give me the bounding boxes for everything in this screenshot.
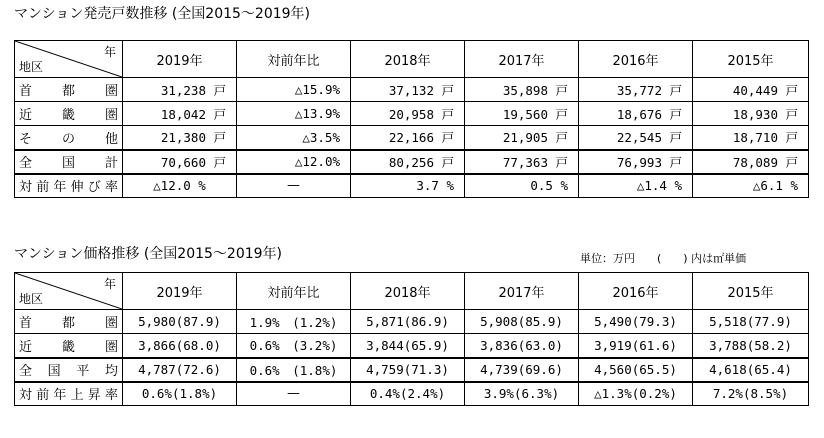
table-cell: 21,380 戸 (123, 126, 237, 150)
table-cell: 4,618(65.4) (693, 358, 809, 382)
table-cell: 20,958 戸 (351, 102, 465, 126)
table-header-row (15, 273, 809, 310)
table-row (15, 126, 809, 150)
table-row (15, 310, 809, 334)
table-cell: 5,980(87.9) (123, 310, 237, 334)
table-cell: 78,089 戸 (693, 150, 809, 174)
column-header: 2017年 (465, 41, 579, 78)
corner-year-label: 年 (103, 45, 116, 59)
total-row (15, 150, 809, 174)
table-cell: △12.0% (237, 150, 351, 174)
column-header: 2019年 (123, 41, 237, 78)
table-cell: 5,490(79.3) (579, 310, 693, 334)
table-cell: 37,132 戸 (351, 78, 465, 102)
table-cell: △1.4 % (579, 174, 693, 198)
column-header: 対前年比 (237, 273, 351, 310)
row-label: 首都圏 (15, 310, 123, 334)
table-header-row (15, 41, 809, 78)
table-row (15, 78, 809, 102)
table-cell: 0.5 % (465, 174, 579, 198)
table-cell: 19,560 戸 (465, 102, 579, 126)
table-cell: △6.1 % (693, 174, 809, 198)
column-header: 2018年 (351, 273, 465, 310)
table-cell: △1.3%(0.2%) (579, 382, 693, 406)
corner-header-cell (15, 41, 123, 78)
growth-row (15, 174, 809, 198)
total-row (15, 358, 809, 382)
table-cell: 4,739(69.6) (465, 358, 579, 382)
table-cell: 22,166 戸 (351, 126, 465, 150)
corner-year-label: 年 (103, 277, 116, 291)
table-cell: — (237, 174, 351, 198)
table-cell: 18,042 戸 (123, 102, 237, 126)
table-row (15, 102, 809, 126)
table-cell: △12.0 % (123, 174, 237, 198)
table-cell: 18,930 戸 (693, 102, 809, 126)
table-cell: △3.5% (237, 126, 351, 150)
row-label: その他 (15, 126, 123, 150)
table-cell: 3,836(63.0) (465, 334, 579, 358)
column-header: 2019年 (123, 273, 237, 310)
table-cell: 77,363 戸 (465, 150, 579, 174)
corner-region-label: 地区 (19, 60, 44, 74)
table-cell: — (237, 382, 351, 406)
unit-note: 単位：万円 ( ) 内は㎡単価 (580, 252, 747, 265)
table-cell: 22,545 戸 (579, 126, 693, 150)
column-header: 2016年 (579, 273, 693, 310)
table-cell: 40,449 戸 (693, 78, 809, 102)
table-cell: 76,993 戸 (579, 150, 693, 174)
units-sold-table (14, 40, 809, 198)
table-cell: 5,871(86.9) (351, 310, 465, 334)
table-cell: 3,788(58.2) (693, 334, 809, 358)
row-label: 全国計 (15, 150, 123, 174)
table-cell: 7.2%(8.5%) (693, 382, 809, 406)
column-header: 2015年 (693, 41, 809, 78)
table-cell: 70,660 戸 (123, 150, 237, 174)
column-header: 2015年 (693, 273, 809, 310)
table-cell: 21,905 戸 (465, 126, 579, 150)
table2-title: マンション価格推移 (全国2015～2019年) (14, 246, 283, 262)
table-cell: 5,908(85.9) (465, 310, 579, 334)
table1-title: マンション発売戸数推移 (全国2015～2019年) (14, 6, 311, 22)
row-label: 近畿圏 (15, 334, 123, 358)
table-cell: 4,560(65.5) (579, 358, 693, 382)
table-cell: 3.9%(6.3%) (465, 382, 579, 406)
table-cell: △15.9% (237, 78, 351, 102)
row-label: 首都圏 (15, 78, 123, 102)
table-cell: 3,866(68.0) (123, 334, 237, 358)
table-cell: 35,772 戸 (579, 78, 693, 102)
table-cell: 4,759(71.3) (351, 358, 465, 382)
table-cell: 1.9% (1.2%) (237, 310, 351, 334)
table-cell: 0.6% (3.2%) (237, 334, 351, 358)
corner-header-cell (15, 273, 123, 310)
row-label: 全国平均 (15, 358, 123, 382)
table-cell: 80,256 戸 (351, 150, 465, 174)
table-row (15, 334, 809, 358)
table-cell: 31,238 戸 (123, 78, 237, 102)
table-cell: 3.7 % (351, 174, 465, 198)
growth-row (15, 382, 809, 406)
table-cell: 18,710 戸 (693, 126, 809, 150)
row-label: 対前年上昇率 (15, 382, 123, 406)
column-header: 2018年 (351, 41, 465, 78)
row-label: 近畿圏 (15, 102, 123, 126)
table-cell: 18,676 戸 (579, 102, 693, 126)
row-label: 対前年伸び率 (15, 174, 123, 198)
table-cell: 35,898 戸 (465, 78, 579, 102)
table-cell: 0.6% (1.8%) (237, 358, 351, 382)
table-cell: △13.9% (237, 102, 351, 126)
column-header: 対前年比 (237, 41, 351, 78)
corner-region-label: 地区 (19, 292, 44, 306)
table-cell: 3,919(61.6) (579, 334, 693, 358)
column-header: 2017年 (465, 273, 579, 310)
table-cell: 0.6%(1.8%) (123, 382, 237, 406)
column-header: 2016年 (579, 41, 693, 78)
table-cell: 5,518(77.9) (693, 310, 809, 334)
table-cell: 3,844(65.9) (351, 334, 465, 358)
table-cell: 0.4%(2.4%) (351, 382, 465, 406)
price-table (14, 272, 809, 406)
table-cell: 4,787(72.6) (123, 358, 237, 382)
